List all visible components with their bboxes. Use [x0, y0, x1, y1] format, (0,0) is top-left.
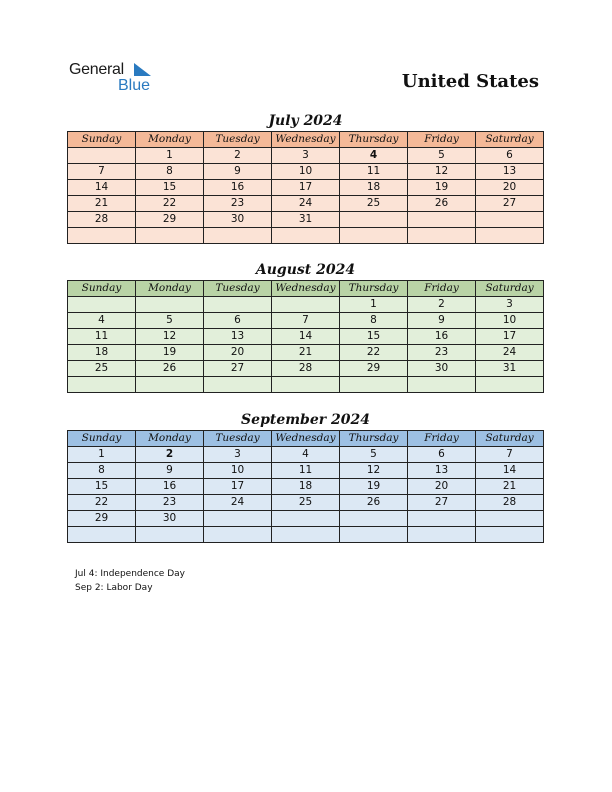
empty-day-cell — [408, 212, 476, 228]
day-cell: 16 — [136, 479, 204, 495]
day-cell: 3 — [272, 148, 340, 164]
empty-day-cell — [476, 228, 544, 244]
empty-day-cell — [476, 527, 544, 543]
empty-day-cell — [272, 511, 340, 527]
empty-day-cell — [204, 527, 272, 543]
day-cell: 30 — [136, 511, 204, 527]
day-cell: 6 — [476, 148, 544, 164]
day-cell: 14 — [272, 329, 340, 345]
day-cell: 4 — [68, 313, 136, 329]
logo-triangle-icon — [134, 63, 152, 77]
day-cell: 19 — [340, 479, 408, 495]
day-cell: 1 — [136, 148, 204, 164]
empty-day-cell — [68, 527, 136, 543]
week-row — [68, 511, 544, 527]
day-cell: 18 — [272, 479, 340, 495]
weekday-monday: Monday — [136, 431, 204, 447]
empty-day-cell — [272, 297, 340, 313]
day-cell: 31 — [272, 212, 340, 228]
day-cell: 21 — [68, 196, 136, 212]
day-cell: 18 — [340, 180, 408, 196]
day-cell: 29 — [136, 212, 204, 228]
day-cell: 19 — [136, 345, 204, 361]
empty-day-cell — [340, 212, 408, 228]
day-cell: 28 — [476, 495, 544, 511]
day-cell: 4 — [340, 148, 408, 164]
day-cell: 27 — [476, 196, 544, 212]
day-cell: 11 — [340, 164, 408, 180]
weekday-thursday: Thursday — [340, 431, 408, 447]
weekday-header-row — [68, 281, 544, 297]
day-cell: 1 — [340, 297, 408, 313]
day-cell: 7 — [272, 313, 340, 329]
day-cell: 30 — [408, 361, 476, 377]
day-cell: 6 — [204, 313, 272, 329]
day-cell: 8 — [340, 313, 408, 329]
day-cell: 2 — [408, 297, 476, 313]
day-cell: 20 — [408, 479, 476, 495]
day-cell: 21 — [476, 479, 544, 495]
day-cell: 10 — [272, 164, 340, 180]
empty-day-cell — [68, 297, 136, 313]
weekday-monday: Monday — [136, 281, 204, 297]
week-row — [68, 361, 544, 377]
day-cell: 23 — [136, 495, 204, 511]
day-cell: 13 — [204, 329, 272, 345]
day-cell: 11 — [68, 329, 136, 345]
weekday-sunday: Sunday — [68, 431, 136, 447]
day-cell: 27 — [204, 361, 272, 377]
weekday-header-row — [68, 431, 544, 447]
month-august — [67, 261, 544, 393]
weekday-header-row — [68, 132, 544, 148]
empty-day-cell — [408, 511, 476, 527]
holiday-notes — [75, 568, 185, 595]
day-cell: 3 — [476, 297, 544, 313]
day-cell: 7 — [476, 447, 544, 463]
empty-day-cell — [204, 297, 272, 313]
day-cell: 25 — [340, 196, 408, 212]
day-cell: 5 — [340, 447, 408, 463]
empty-day-cell — [272, 228, 340, 244]
day-cell: 17 — [204, 479, 272, 495]
weekday-saturday: Saturday — [476, 281, 544, 297]
day-cell: 22 — [136, 196, 204, 212]
week-row — [68, 313, 544, 329]
day-cell: 15 — [136, 180, 204, 196]
holiday-note: Sep 2: Labor Day — [75, 582, 153, 593]
month-july — [67, 112, 544, 244]
empty-day-cell — [204, 511, 272, 527]
day-cell: 25 — [272, 495, 340, 511]
day-cell: 8 — [136, 164, 204, 180]
week-row — [68, 148, 544, 164]
weekday-tuesday: Tuesday — [204, 132, 272, 148]
day-cell: 20 — [476, 180, 544, 196]
empty-day-cell — [408, 527, 476, 543]
empty-day-cell — [476, 212, 544, 228]
day-cell: 17 — [476, 329, 544, 345]
week-row — [68, 527, 544, 543]
empty-day-cell — [204, 228, 272, 244]
day-cell: 8 — [68, 463, 136, 479]
empty-day-cell — [408, 228, 476, 244]
day-cell: 12 — [408, 164, 476, 180]
empty-day-cell — [68, 148, 136, 164]
day-cell: 29 — [68, 511, 136, 527]
day-cell: 13 — [408, 463, 476, 479]
empty-day-cell — [272, 377, 340, 393]
weekday-saturday: Saturday — [476, 132, 544, 148]
day-cell: 17 — [272, 180, 340, 196]
empty-day-cell — [476, 377, 544, 393]
day-cell: 10 — [204, 463, 272, 479]
day-cell: 24 — [272, 196, 340, 212]
day-cell: 2 — [204, 148, 272, 164]
calendar-table — [67, 430, 544, 543]
day-cell: 16 — [408, 329, 476, 345]
day-cell: 28 — [68, 212, 136, 228]
day-cell: 16 — [204, 180, 272, 196]
day-cell: 12 — [340, 463, 408, 479]
week-row — [68, 447, 544, 463]
weekday-tuesday: Tuesday — [204, 281, 272, 297]
empty-day-cell — [136, 377, 204, 393]
day-cell: 14 — [68, 180, 136, 196]
day-cell: 11 — [272, 463, 340, 479]
calendar-table — [67, 131, 544, 244]
weekday-wednesday: Wednesday — [272, 281, 340, 297]
empty-day-cell — [340, 511, 408, 527]
day-cell: 23 — [204, 196, 272, 212]
logo-text-general: General — [69, 61, 124, 78]
day-cell: 24 — [476, 345, 544, 361]
week-row — [68, 345, 544, 361]
week-row — [68, 479, 544, 495]
day-cell: 29 — [340, 361, 408, 377]
day-cell: 26 — [340, 495, 408, 511]
holiday-note: Jul 4: Independence Day — [75, 569, 185, 579]
empty-day-cell — [136, 228, 204, 244]
week-row — [68, 196, 544, 212]
day-cell: 15 — [340, 329, 408, 345]
weekday-saturday: Saturday — [476, 431, 544, 447]
day-cell: 18 — [68, 345, 136, 361]
day-cell: 9 — [136, 463, 204, 479]
month-september — [67, 411, 544, 543]
day-cell: 12 — [136, 329, 204, 345]
empty-day-cell — [68, 228, 136, 244]
weekday-friday: Friday — [408, 132, 476, 148]
day-cell: 30 — [204, 212, 272, 228]
month-title: September 2024 — [241, 412, 370, 428]
weekday-wednesday: Wednesday — [272, 132, 340, 148]
weekday-tuesday: Tuesday — [204, 431, 272, 447]
empty-day-cell — [476, 511, 544, 527]
day-cell: 26 — [136, 361, 204, 377]
day-cell: 22 — [340, 345, 408, 361]
logo-text-blue: Blue — [118, 77, 151, 94]
generalblue-logo — [69, 61, 169, 97]
weekday-sunday: Sunday — [68, 281, 136, 297]
weekday-monday: Monday — [136, 132, 204, 148]
month-title: August 2024 — [255, 262, 356, 278]
empty-day-cell — [340, 377, 408, 393]
day-cell: 1 — [68, 447, 136, 463]
day-cell: 19 — [408, 180, 476, 196]
day-cell: 9 — [408, 313, 476, 329]
empty-day-cell — [408, 377, 476, 393]
day-cell: 2 — [136, 447, 204, 463]
day-cell: 21 — [272, 345, 340, 361]
day-cell: 23 — [408, 345, 476, 361]
month-title: July 2024 — [268, 113, 343, 129]
day-cell: 28 — [272, 361, 340, 377]
empty-day-cell — [136, 297, 204, 313]
day-cell: 22 — [68, 495, 136, 511]
empty-day-cell — [340, 228, 408, 244]
day-cell: 7 — [68, 164, 136, 180]
week-row — [68, 164, 544, 180]
day-cell: 9 — [204, 164, 272, 180]
weekday-friday: Friday — [408, 431, 476, 447]
day-cell: 15 — [68, 479, 136, 495]
week-row — [68, 180, 544, 196]
day-cell: 25 — [68, 361, 136, 377]
week-row — [68, 297, 544, 313]
day-cell: 3 — [204, 447, 272, 463]
day-cell: 5 — [136, 313, 204, 329]
day-cell: 14 — [476, 463, 544, 479]
day-cell: 31 — [476, 361, 544, 377]
empty-day-cell — [272, 527, 340, 543]
weekday-thursday: Thursday — [340, 132, 408, 148]
day-cell: 13 — [476, 164, 544, 180]
day-cell: 4 — [272, 447, 340, 463]
weekday-sunday: Sunday — [68, 132, 136, 148]
calendar-table — [67, 280, 544, 393]
day-cell: 20 — [204, 345, 272, 361]
week-row — [68, 463, 544, 479]
empty-day-cell — [204, 377, 272, 393]
country-title: United States — [401, 71, 539, 92]
day-cell: 10 — [476, 313, 544, 329]
weekday-wednesday: Wednesday — [272, 431, 340, 447]
day-cell: 24 — [204, 495, 272, 511]
empty-day-cell — [340, 527, 408, 543]
day-cell: 27 — [408, 495, 476, 511]
weekday-friday: Friday — [408, 281, 476, 297]
day-cell: 6 — [408, 447, 476, 463]
empty-day-cell — [68, 377, 136, 393]
week-row — [68, 329, 544, 345]
week-row — [68, 377, 544, 393]
empty-day-cell — [136, 527, 204, 543]
day-cell: 26 — [408, 196, 476, 212]
day-cell: 5 — [408, 148, 476, 164]
week-row — [68, 212, 544, 228]
week-row — [68, 495, 544, 511]
weekday-thursday: Thursday — [340, 281, 408, 297]
week-row — [68, 228, 544, 244]
